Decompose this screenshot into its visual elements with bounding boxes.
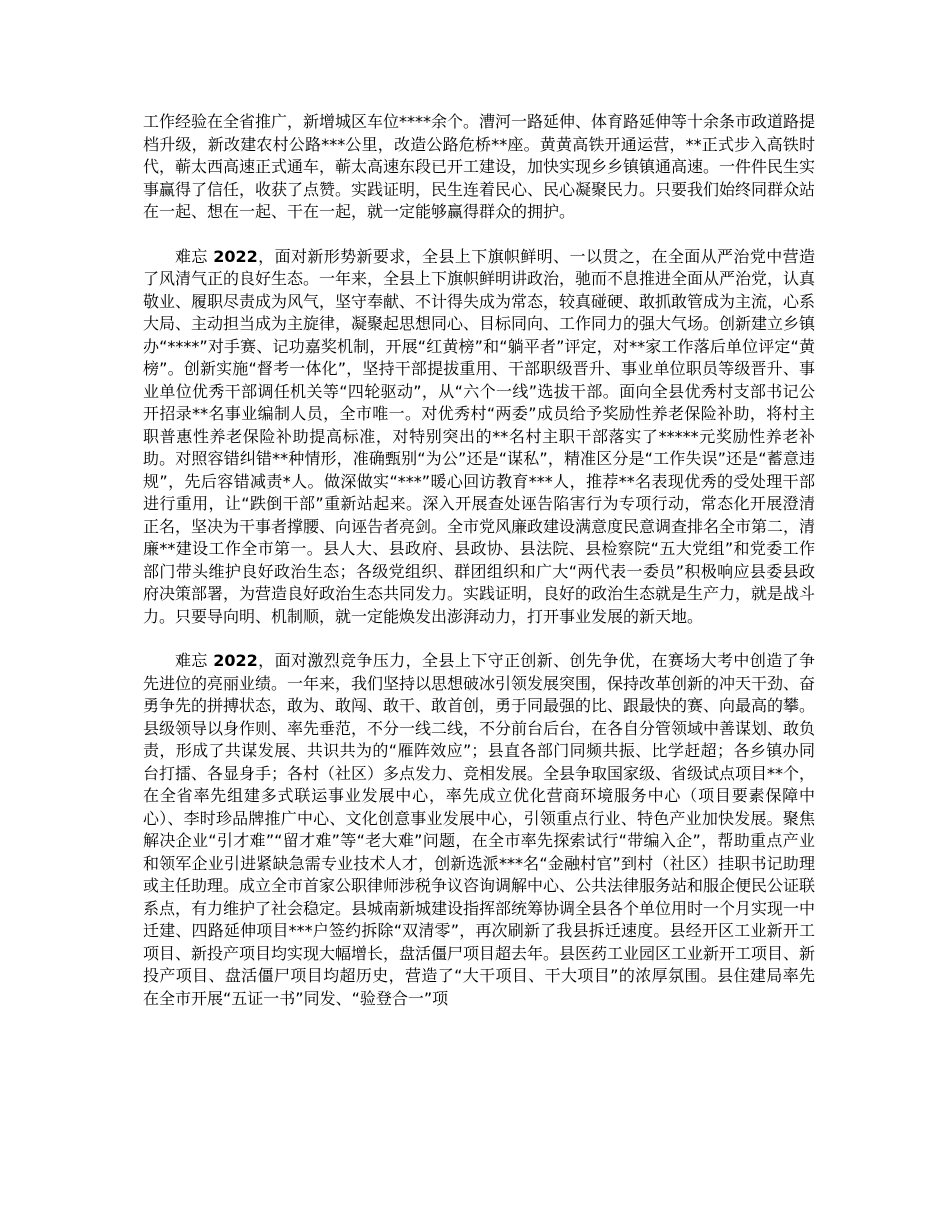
paragraph-2-year: 2022 (213, 246, 258, 266)
paragraph-3 (143, 650, 815, 1010)
paragraph-2-text: ，面对新形势新要求，全县上下旗帜鲜明、一以贯之，在全面从严治党中营造了风清气正的良好生态。一年来，全县上下旗帜鲜明讲政治，驰而不息推进全面从严治党，认真敬业、履职尽责成为风气，坚守奉献、不计得失成为常态，较真碰硬、敢抓敢管成为主流，心系大局、主动担当成为主旋律，凝聚起思想同心、目标同向、工作同力的强大气场。创新建立乡镇办“****”对手赛、记功嘉奖机制，开展“红黄榜”和“躺平者”评定，对**家工作落后单位评定“黄榜”。创新实施“督考一体化”，坚持干部提拔重用、干部职级晋升、事业单位职员等级晋升、事业单位优秀干部调任机关等“四轮驱动”，从“六个一线”选拔干部。面向全县优秀村支部书记公开招录**名事业编制人员，全市唯一。对优秀村“两委”成员给予奖励性养老保险补助，将村主职普惠性养老保险补助提高标准，对特别突出的**名村主职干部落实了*****元奖励性养老补助。对照容错纠错**种情形，准确甄别“为公”还是“谋私”，精准区分是“工作失误”还是“蓄意违规”，先后容错减责*人。做深做实“***”暖心回访教育***人，推荐**名表现优秀的受处理干部进行重用，让“跌倒干部”重新站起来。深入开展查处诬告陷害行为专项行动，常态化开展澄清正名，坚决为干事者撑腰、向诬告者亮剑。全市党风廉政建设满意度民意调查排名全市第二，清廉**建设工作全市第一。县人大、县政府、县政协、县法院、县检察院“五大党组”和党委工作部门带头维护良好政治生态；各级党组织、群团组织和广大“两代表一委员”积极响应县委县政府决策部署，为营造良好政治生态共同发力。实践证明，良好的政治生态就是生产力，就是战斗力。只要导向明、机制顺，就一定能焕发出澎湃动力，打开事业发展的新天地。 (143, 246, 816, 626)
paragraph-3-year: 2022 (213, 651, 258, 670)
paragraph-2 (143, 246, 815, 629)
paragraph-1: 工作经验在全省推广，新增城区车位****余个。漕河一路延伸、体育路延伸等十余条市政道路提档升级，新改建农村公路***公里，改造公路危桥**座。黄黄高铁开通运营，**正式步入高铁时代，蕲太西高速正式通车，蕲太高速东段已开工建设，加快实现乡乡镇镇通高速。一件件民生实事赢得了信任，收获了点赞。实践证明，民生连着民心、民心凝聚民力。只要我们始终同群众站在一起、想在一起、干在一起，就一定能够赢得群众的拥护。 (143, 112, 816, 221)
paragraph-3-lead: 难忘 (175, 651, 208, 670)
paragraph-3-text: ，面对激烈竞争压力，全县上下守正创新、创先争优，在赛场大考中创造了争先进位的亮丽业绩。一年来，我们坚持以思想破冰引领发展突围，保持改革创新的冲天干劲、奋勇争先的拼搏状态，敢为、敢闯、敢干、敢首创，勇于同最强的比、跟最快的赛、向最高的攀。县级领导以身作则、率先垂范，不分一线二线，不分前台后台，在各自分管领域中善谋划、敢负责，形成了共谋发展、共识共为的“雁阵效应”；县直各部门同频共振、比学赶超；各乡镇办同台打擂、各显身手；各村（社区）多点发力、竞相发展。全县争取国家级、省级试点项目**个，在全省率先组建多式联运事业发展中心，率先成立优化营商环境服务中心（项目要素保障中心）、李时珍品牌推广中心、文化创意事业发展中心，引领重点行业、特色产业加快发展。聚焦解决企业“引才难”“留才难”等“老大难”问题，在全市率先探索试行“带编入企”，帮助重点产业和领军企业引进紧缺急需专业技术人才，创新选派***名“金融村官”到村（社区）挂职书记助理或主任助理。成立全市首家公职律师涉税争议咨询调解中心、公共法律服务站和服企便民公证联系点，有力维护了社会稳定。县城南新城建设指挥部统筹协调全县各个单位用时一个月实现一中迁建、四路延伸项目***户签约拆除“双清零”，再次刷新了我县拆迁速度。县经开区工业新开工项目、新投产项目均实现大幅增长，盘活僵尸项目超去年。县医药工业园区工业新开工项目、新投产项目、盘活僵尸项目均超历史，营造了“大干项目、干大项目”的浓厚氛围。县住建局率先在全市开展“五证一书”同发、“验登合一”项 (143, 651, 816, 1008)
document-body (143, 111, 815, 1010)
paragraph-2-lead: 难忘 (175, 246, 208, 266)
